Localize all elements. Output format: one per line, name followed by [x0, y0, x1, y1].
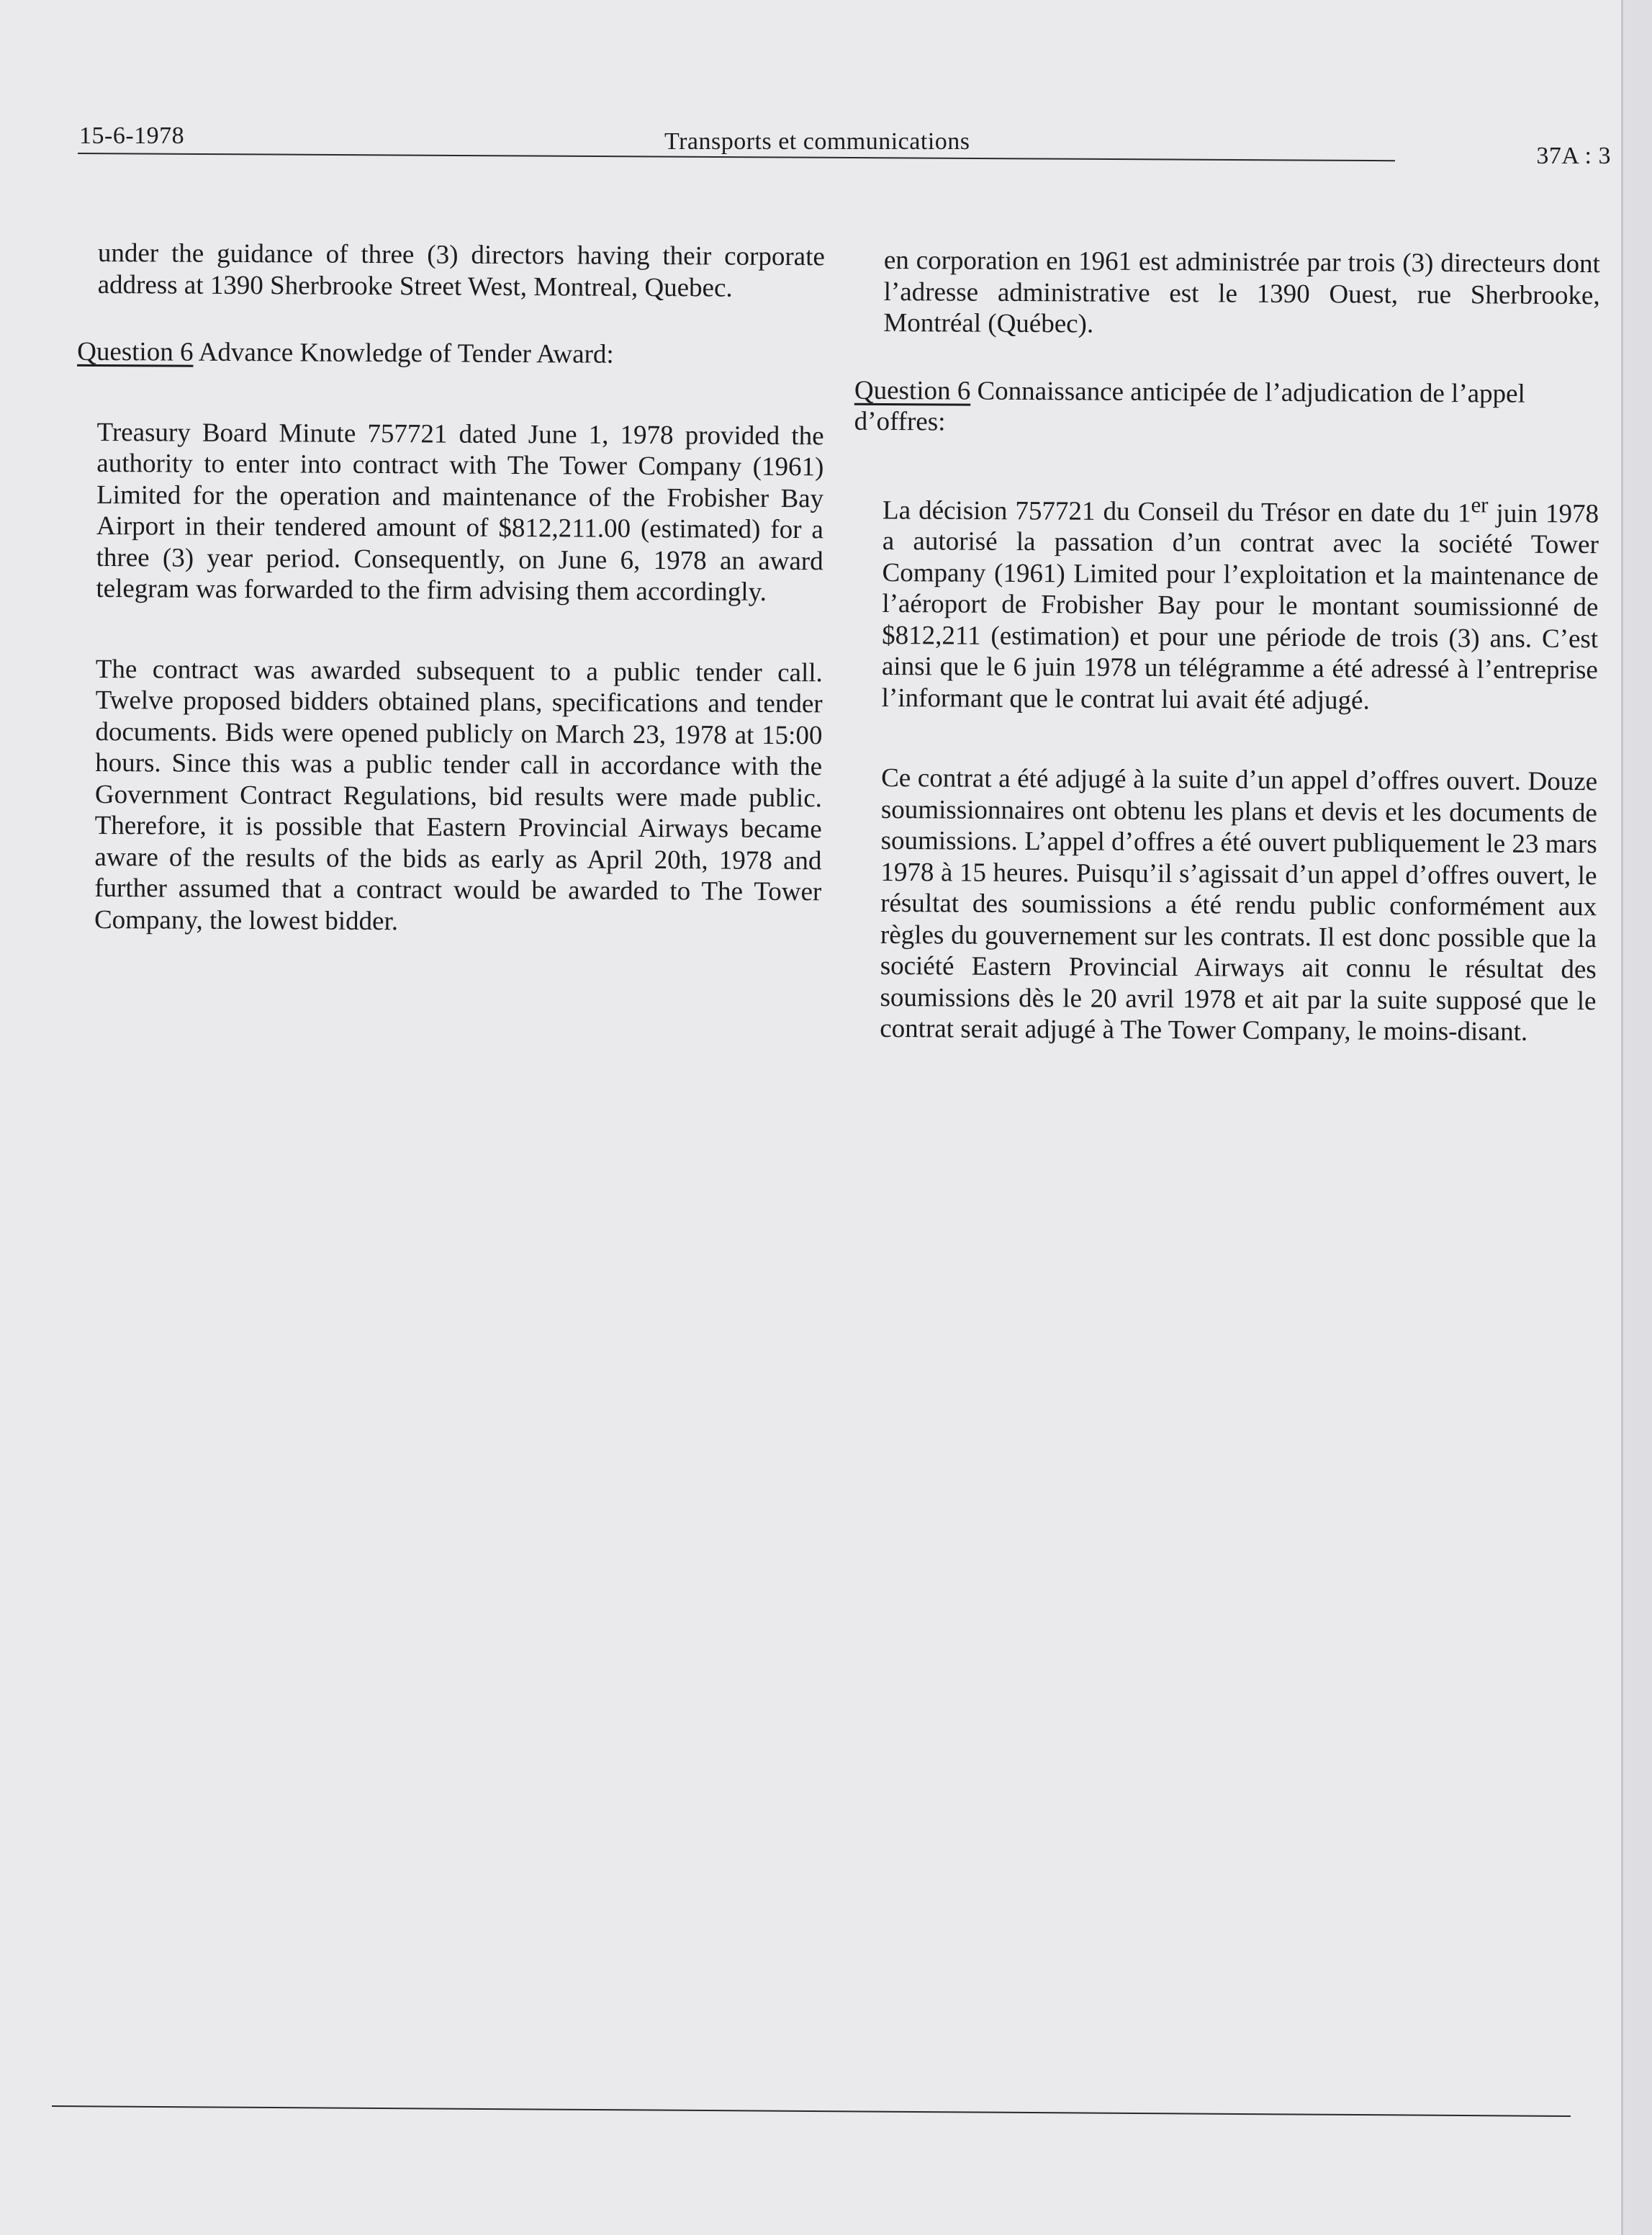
page-edge	[1621, 0, 1652, 2235]
header-page-number: 37A : 3	[1536, 143, 1611, 169]
french-column	[854, 245, 1600, 1048]
french-question-heading	[854, 374, 1599, 441]
french-superscript-er: er	[1471, 492, 1489, 517]
english-intro: under the guidance of three (3) directors having their corporate address at 1390 Sherbrooke Street West, Montreal, Quebec.	[97, 238, 825, 303]
header-title: Transports et communications	[664, 128, 970, 155]
french-question-title: Connaissance anticipée de l’adjudication de l’appel d’offres:	[854, 376, 1525, 437]
header-date: 15-6-1978	[79, 122, 185, 149]
french-paragraph-1	[882, 486, 1599, 717]
page-header	[78, 115, 1615, 173]
english-question-title: Advance Knowledge of Tender Award:	[198, 337, 614, 369]
english-paragraph-1: Treasury Board Minute 757721 dated June 1, 1978 provided the authority to enter into contract with The Tower Company (1961) Limited for the operation and maintenance of the Frobisher Bay Airport in their tendered amount of $812,211.00 (estimated) for a three (3) year period. Consequently, on June 6, 1978 an award telegram was forwarded to the firm advising them accordingly.	[96, 417, 824, 607]
english-paragraph-2: The contract was awarded subsequent to a public tender call. Twelve proposed bidders obtained plans, specifications and tender documents. Bids were opened publicly on March 23, 1978 at 15:00 hours. Since this was a public tender call in accordance with the Government Contract Regulations, bid results were made public. Therefore, it is possible that Eastern Provincial Airways became aware of the results of the bids as early as April 20th, 1978 and further assumed that a contract would be awarded to The Tower Company, the lowest bidder.	[94, 654, 823, 936]
english-question-label: Question 6	[77, 336, 194, 367]
french-paragraph-1-start: La décision 757721 du Conseil du Trésor en date du 1	[882, 495, 1471, 529]
french-paragraph-1-end: juin 1978 a autorisé la passation d’un contrat avec la société Tower Company (1961) Limited pour l’exploitation et la maintenance de l’aéroport de Frobisher Bay pour le montant soumissionné de $812,211 (estimation) et pour une période de trois (3) ans. C’est ainsi que le 6 juin 1978 un télégramme a été adressé à l’entreprise l’informant que le contrat lui avait été adjugé.	[881, 498, 1599, 716]
english-column	[77, 238, 825, 939]
french-paragraph-2: Ce contrat a été adjugé à la suite d’un appel d’offres ouvert. Douze soumissionnaires ont obtenu les plans et devis et les documents de soumissions. L’appel d’offres a été ouvert publiquement le 23 mars 1978 à 15 heures. Puisqu’il s’agissait d’un appel d’offres ouvert, le résultat des soumissions a été rendu public conformément aux règles du gouvernement sur les contrats. Il est donc possible que la société Eastern Provincial Airways ait connu le résultat des soumissions dès le 20 avril 1978 et ait par la suite supposé que le contrat serait adjugé à The Tower Company, le moins-disant.	[880, 763, 1598, 1048]
footer-rule	[52, 2105, 1571, 2117]
french-intro: en corporation en 1961 est administrée par trois (3) directeurs dont l’adresse administrative est le 1390 Ouest, rue Sherbrooke, Montréal (Québec).	[883, 246, 1600, 339]
french-question-label: Question 6	[854, 375, 971, 406]
english-question-heading	[77, 336, 824, 372]
